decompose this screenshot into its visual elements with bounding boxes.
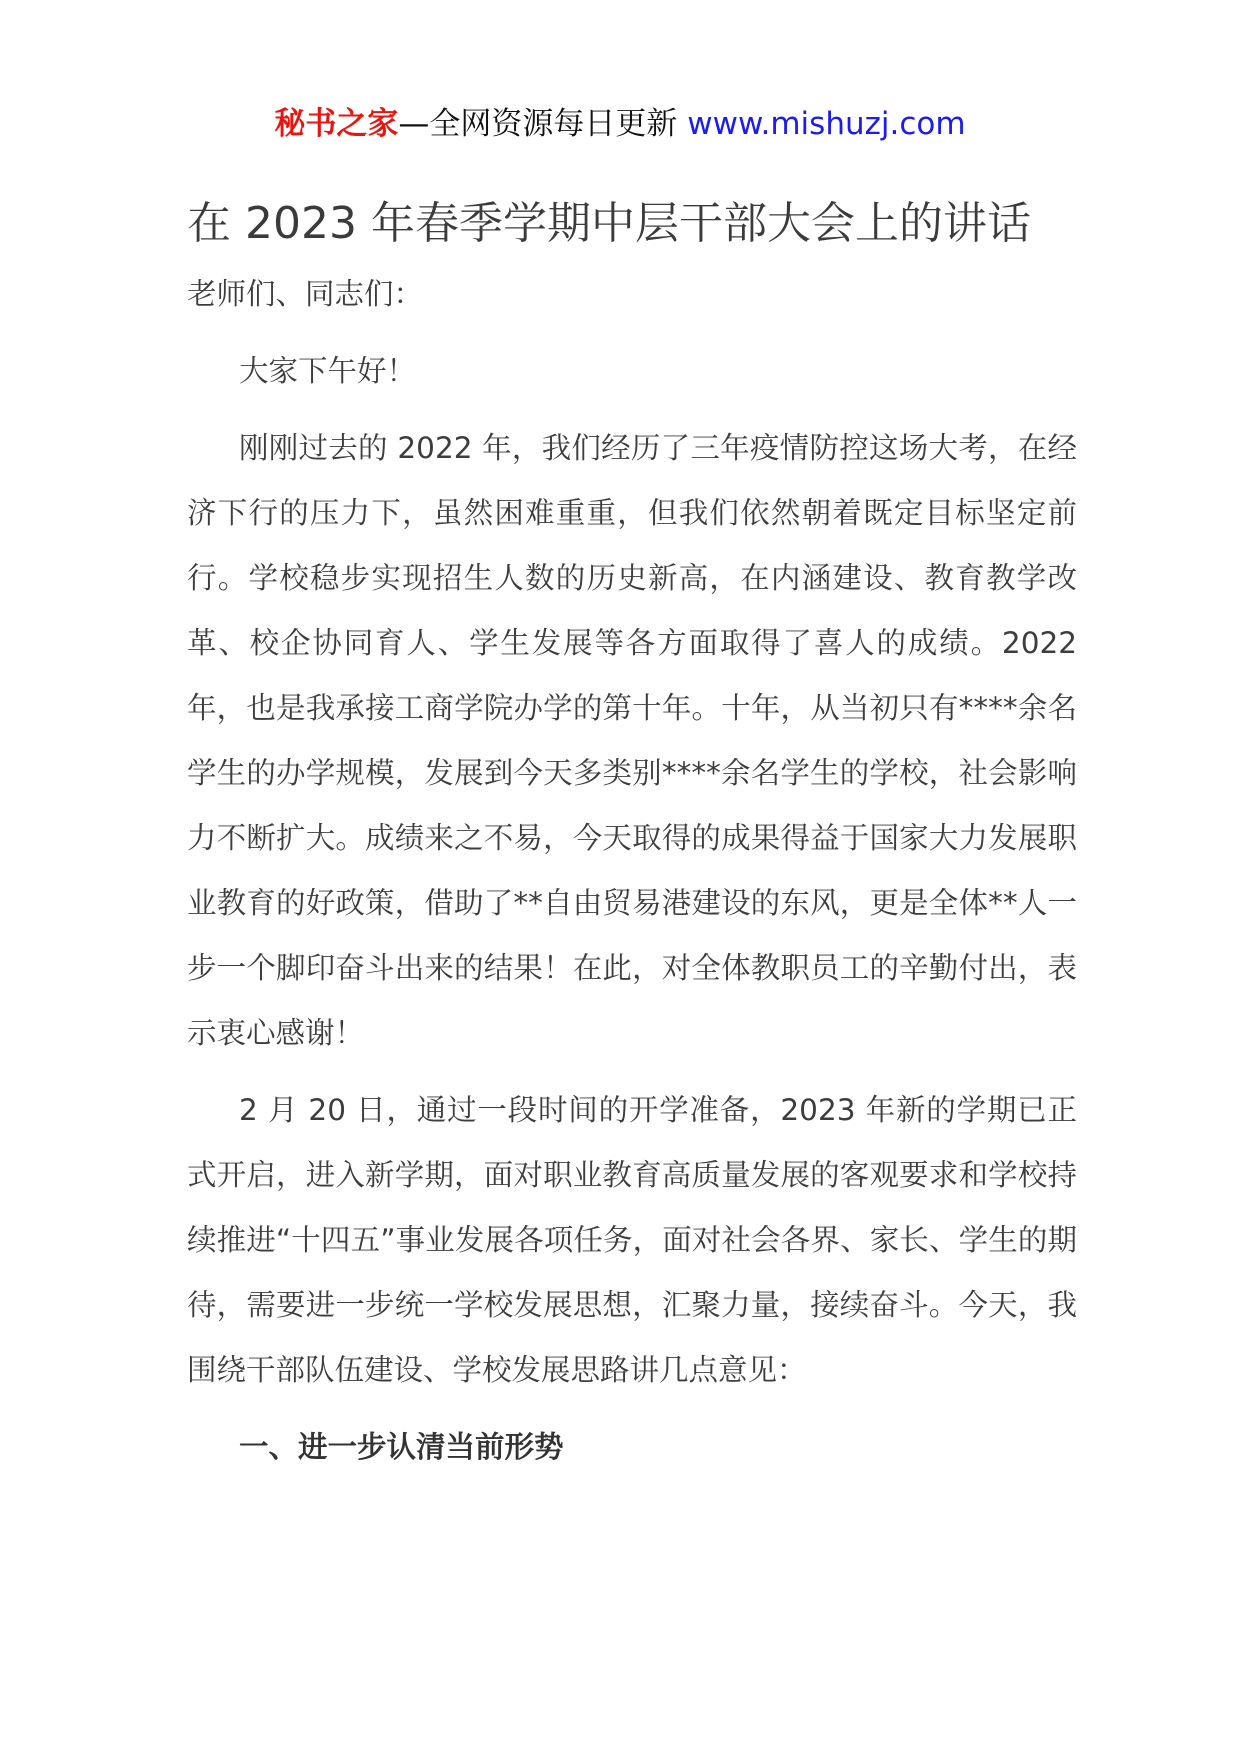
greeting: 大家下午好！ [239, 354, 417, 388]
document-body [187, 262, 1077, 1480]
salutation: 老师们、同志们： [187, 277, 424, 311]
section-heading: 一、进一步认清当前形势 [239, 1430, 564, 1464]
brand-name: 秘书之家 [274, 106, 399, 142]
header-tagline: —全网资源每日更新 [398, 106, 688, 142]
site-header [0, 98, 1240, 150]
paragraph: 2 月 20 日，通过一段时间的开学准备，2023 年新的学期已正式开启，进入新学期，面对职业教育高质量发展的客观要求和学校持续推进“十四五”事业发展各项任务，面对社会各界、家长、学生的期待，需要进一步统一学校发展思想，汇聚力量，接续奋斗。今天，我围绕干部队伍建设、学校发展思路讲几点意见： [187, 1093, 1077, 1387]
website-link[interactable]: www.mishuzj.com [687, 106, 966, 142]
document-title: 在 2023 年春季学期中层干部大会上的讲话 [187, 198, 1031, 249]
paragraph: 刚刚过去的 2022 年，我们经历了三年疫情防控这场大考，在经济下行的压力下，虽然困难重重，但我们依然朝着既定目标坚定前行。学校稳步实现招生人数的历史新高，在内涵建设、教育教学改革、校企协同育人、学生发展等各方面取得了喜人的成绩。2022 年，也是我承接工商学院办学的第十年。十年，从当初只有****余名学生的办学规模，发展到今天多类别****余名学生的学校，社会影响力不断扩大。成绩来之不易，今天取得的成果得益于国家大力发展职业教育的好政策，借助了**自由贸易港建设的东风，更是全体**人一步一个脚印奋斗出来的结果！在此，对全体教职员工的辛勤付出，表示衷心感谢！ [187, 431, 1077, 1050]
